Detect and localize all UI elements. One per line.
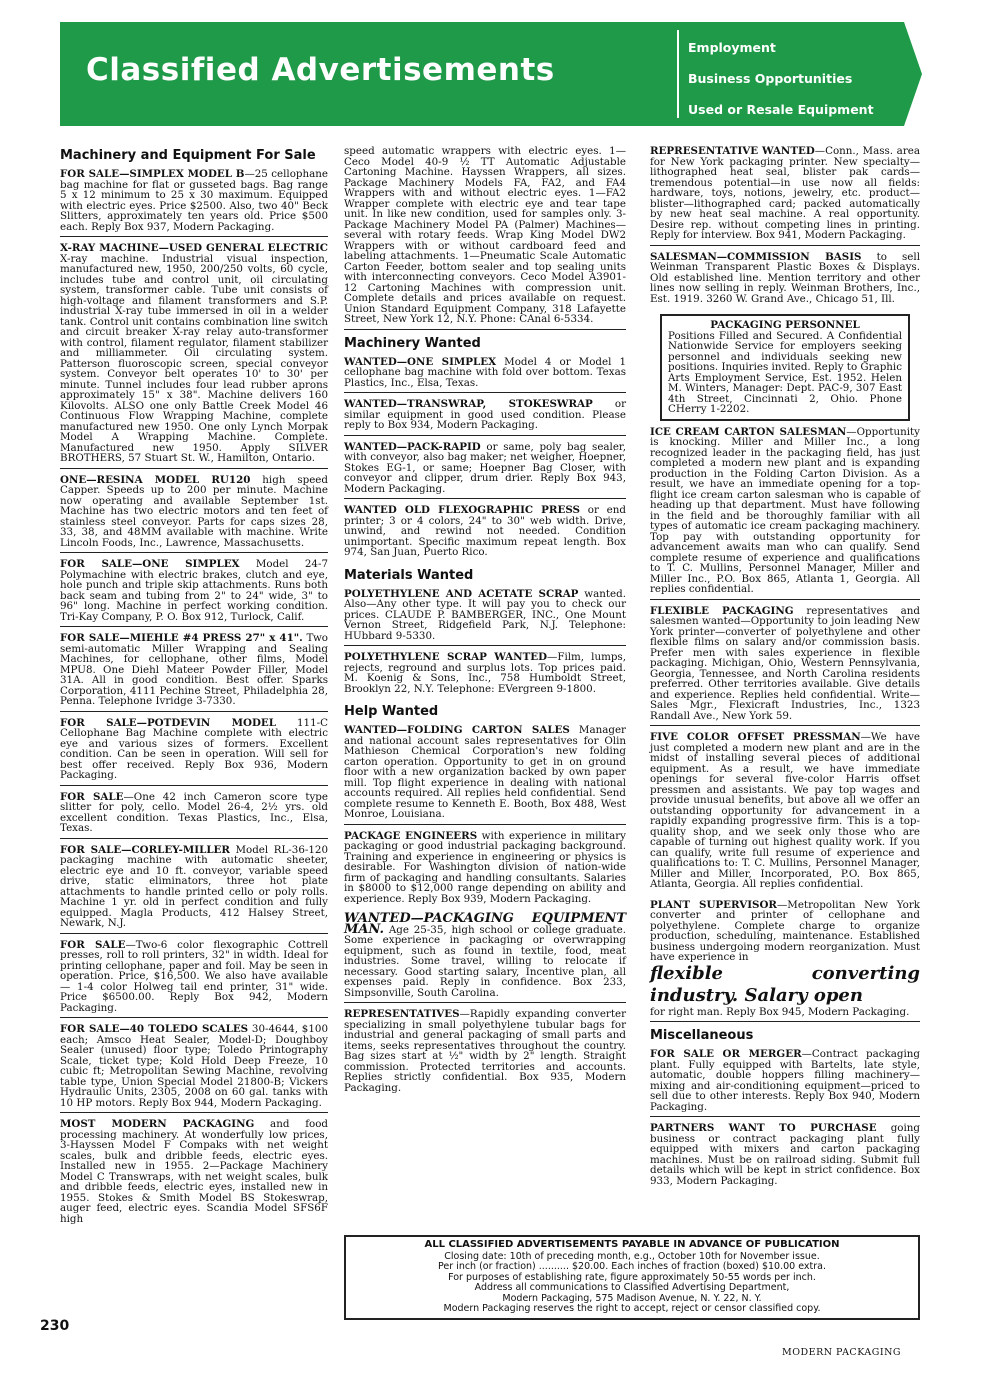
- ad-body: Model 24-7 Polymachine with electric brakes, clutch and eye, hole punch and triple skip attachments. Runs both back seam and tubing from 2" to 24" wide, 3" to 96" long. Machine in perfect working condition. Tri-Kay Company, P. O. Box 912, Turlock, Calif.: [60, 558, 328, 623]
- ad-body: wanted. Also—Any other type. It will pay you to check our prices. CLAUDE P. BAMBERGER, INC., One Mount Vernon Street, Ridgefield Park, N.J. Telephone: HUbbard 9-5330.: [344, 587, 626, 642]
- ad-lead: FOR SALE: [60, 790, 124, 803]
- ad-lead: WANTED OLD FLEXOGRAPHIC PRESS: [344, 504, 580, 516]
- ad-lead: WANTED—ONE SIMPLEX: [344, 355, 497, 368]
- classified-ad: [60, 1024, 328, 1113]
- ad-body: X-ray machine. Industrial visual inspection, manufactured new, 1950, 200/250 volts, 60 cycle, includes tube and control unit, oil circulating system, transformer cable. Tube unit consists of high-voltage and filament transformers and S.P. industrial X-ray tube immersed in oil in a welder tank. Control unit contains combination line switch and circuit breaker X-ray relay auto-transformer with control, filament regulator, filament stabilizer and milliammeter. Oil circulating system. Patterson fluoroscopic screen, special conveyor system. Conveyor belt operates 10' to 30' per minute. Tunnel includes four lead rubber aprons approximately 15" x 38". Machine delivers 160 Kilovolts. ALSO one only Battle Creek Model 46 Continuous Flow Wrapping Machine, complete manufactured new 1950. One only Lynch Morpak Model A Wrapping Machine. Complete. Manufactured new 1950. Apply SILVER BROTHERS, 57 Stuart St. W., Hamilton, Ontario.: [60, 252, 328, 464]
- footer-title: ALL CLASSIFIED ADVERTISEMENTS PAYABLE IN ADVANCE OF PUBLICATION: [424, 1239, 840, 1250]
- ad-body: —Metropolitan New York converter and printer of cellophane and polyethylene. Complete charge to organize production, scheduling, maintenance. Established business undergoing modern reorganization. Must have experience in: [650, 898, 920, 963]
- ad-body: or similar equipment in good used condition. Please reply to Box 934, Modern Packaging.: [344, 398, 626, 431]
- ad-lead: FOR SALE—ONE SIMPLEX: [60, 558, 240, 570]
- classified-ad: [344, 357, 626, 394]
- column-3: [650, 146, 920, 1196]
- banner-notch-top: [904, 22, 922, 74]
- ad-lead: PARTNERS WANT TO PURCHASE: [650, 1122, 877, 1134]
- section-heading-miscellaneous: Miscellaneous: [650, 1028, 754, 1043]
- ad-lead: PACKAGE ENGINEERS: [344, 829, 478, 842]
- ad-lead: WANTED—PACK-RAPID: [344, 440, 481, 453]
- ad-lead: PLANT SUPERVISOR: [650, 898, 777, 911]
- classified-ad: [650, 1123, 920, 1190]
- classified-ad: [344, 831, 626, 909]
- ad-list: [344, 589, 626, 699]
- ad-body: —One 42 inch Cameron score type slitter for poly, cello. Model 26-4, 2½ yrs. old excellent condition. Texas Plastics, Inc., Elsa, Texas.: [60, 790, 328, 834]
- ad-lead: WANTED—TRANSWRAP, STOKESWRAP: [344, 398, 593, 410]
- banner-divider: [677, 30, 679, 118]
- ad-lead: WANTED—FOLDING CARTON SALES: [344, 724, 570, 736]
- category-business: Business Opportunities: [688, 71, 853, 86]
- ad-body: —Opportunity is knocking. Miller and Miller Inc., a long recognized leader in the packaging field, has just completed a modern new plant and is expanding production in the Folding Carton Division. As a result, we have an immediate opening for a top-flight ice cream carton salesman who is capable of heading up that department. Must have following in the field and be thoroughly familiar with all types of automatic ice cream packaging machinery. Top pay with outstanding opportunity for advancement awaits man who can qualify. Send complete resume of experience and qualifications to T. C. Mullins, Personnel Manager, Miller and Miller Inc., P.O. Box 865, Atlanta 1, Georgia. All replies confidential.: [650, 425, 920, 595]
- section-heading-materials-wanted: Materials Wanted: [344, 567, 474, 583]
- footer-line: Per inch (or fraction) .......... $20.00. Each inches of fraction (boxed) $10.00 extra.: [438, 1261, 826, 1272]
- section-heading-machinery-wanted: Machinery Wanted: [344, 335, 481, 351]
- banner-title: Classified Advertisements: [86, 52, 555, 88]
- footer-line: For purposes of establishing rate, figure approximately 50-55 words per inch.: [448, 1271, 816, 1283]
- ad-lead: MOST MODERN PACKAGING: [60, 1118, 255, 1130]
- ad-body: —Rapidly expanding converter specializing in small polyethylene tubular bags for industrial and general packaging of small parts and items, seeks representatives throughout the country. Bag sizes start at ½" width by 2" length. Straight commission. Protected territories and accounts. Replies strictly confidential. Box 935, Modern Packaging.: [344, 1008, 626, 1094]
- ad-lead: ONE—RESINA MODEL RU120: [60, 473, 251, 486]
- banner-categories: [688, 32, 874, 125]
- footer-line: Modern Packaging reserves the right to accept, reject or censor classified copy.: [443, 1303, 821, 1314]
- classified-ad: [344, 652, 626, 698]
- ad-lead: REPRESENTATIVES: [344, 1008, 460, 1020]
- ad-lead: FOR SALE—SIMPLEX MODEL B: [60, 168, 245, 180]
- ad-body: —Conn., Mass. area for New York packaging printer. New specialty—lithographed heat seal, blister pak cards—tremendous potential—in use now all fields: hardware, toys, notions, jewelry, etc. product—blister—lithographed card; packed automatically by new heat seal machine. A real opportunity. Desire rep. without competing lines in printing. Reply for interview. Box 941, Modern Packaging.: [650, 145, 920, 241]
- ad-plant-supervisor: [650, 900, 920, 1023]
- ad-lead: SALESMAN—COMMISSION BASIS: [650, 250, 862, 263]
- classified-ad: [650, 427, 920, 600]
- ad-lead: FOR SALE—40 TOLEDO SCALES: [60, 1023, 249, 1035]
- ad-body: Manager and national account sales representatives for Olin Mathieson Chemical Corporation's new folding carton operation. Opportunity to get in on ground floor with a new organization backed by own paper mill. Top flight experience in dealing with national accounts required. All replies held confidential. Send complete resume to Kenneth E. Booth, Box 488, West Monroe, Louisiana.: [344, 724, 626, 820]
- banner-notch-bottom: [904, 74, 922, 126]
- classified-banner: [60, 22, 922, 126]
- ad-body: high speed Capper. Speeds up to 200 per minute. Machine now operating and available September 1st. Machine has two electric motors and ten feet of stainless steel conveyor. Parts for caps sizes 28, 33, 38, and 48MM available with machine. Write Lincoln Foods, Inc., Lawrence, Massachusetts.: [60, 473, 328, 549]
- ad-body: 111-C Cellophane Bag Machine complete with electric eye and various sizes of formers. Excellent condition. Can be seen in operation. Will sell for best offer received. Reply Box 936, Modern Packaging.: [60, 716, 328, 781]
- packaging-personnel-box: [660, 314, 910, 421]
- classified-ad: [650, 252, 920, 309]
- ad-body: —Two-6 color flexographic Cottrell presses, roll to roll printers, 32" in width. Ideal for printing cellophane, paper and foil. May be seen in operation. Price, $16,500. We also have available — 1-4 color Holweg tail end printer, 31" wide. Price $6500.00. Reply Box 942, Modern Packaging.: [60, 938, 329, 1014]
- column-2: [344, 146, 626, 1103]
- ad-body: 30-4644, $100 each; Amsco Heat Sealer, Model-D; Doughboy Sealer (unused) floor type; Toledo Printography Scale, ticket type; Kold Hold Deep Freeze, 10 cubic ft; Metropolitan Sewing Machine, revolving table type, Union Special Model 21800-B; Vickers Hydraulic Units, 2305, 2008 on 60 gal. tanks with 10 HP motors. Reply Box 944, Modern Packaging.: [60, 1023, 328, 1109]
- section-heading-machinery-for-sale: Machinery and Equipment For Sale: [60, 148, 316, 163]
- classified-ad: [650, 1049, 920, 1117]
- ad-body: to sell Weinman Transparent Plastic Boxes & Displays. Old established line. Mention territory and other lines now selling in reply. Weinman Brothers, Inc., Est. 1919. 3260 W. Grand Ave., Chicago 51, Ill.: [650, 250, 920, 305]
- ad-lead: FOR SALE—MIEHLE #4 PRESS 27" x 41".: [60, 632, 303, 644]
- ad-lead: POLYETHYLENE AND ACETATE SCRAP: [344, 587, 579, 600]
- page-number: 230: [40, 1318, 70, 1334]
- ad-equipment-man: [344, 911, 626, 1003]
- classified-ad: [60, 1119, 328, 1228]
- ad-body: Model 4 or Model 1 cellophane bag machine with fold over bottom. Texas Plastics, Inc., Elsa, Texas.: [344, 355, 626, 389]
- ad-body: going business or contract packaging plant fully equipped with mixers and carton packaging machines. Must be on railroad siding. Submit full details which will be kept in strict confidence. Box 933, Modern Packaging.: [650, 1122, 920, 1187]
- ad-body: and food processing machinery. At wonderfully low prices, 3-Hayssen Model F Compaks with net weight scales, bulk and dribble feeds, electric eyes. Installed new in 1955. 2—Package Machinery Model C Transwraps, with net weight scales, bulk and dribble feeds, electric eyes, installed new in 1955. Stokes & Smith Model BS Stokeswrap, auger feed, electric eyes. Scandia Model SFS6F high: [60, 1118, 328, 1225]
- ad-body: —Contract packaging plant. Fully equipped with Bartelts, late style, automatic, double hoppers filling machinery—mixing and air-conditioning equipment—priced to sell due to other interests. Reply Box 940, Modern Packaging.: [650, 1048, 920, 1113]
- ad-lead: ICE CREAM CARTON SALESMAN: [650, 425, 847, 438]
- classified-ad: [344, 505, 626, 562]
- ad-list: [344, 725, 626, 908]
- classified-ad: [60, 559, 328, 627]
- ad-lead: X-RAY MACHINE—USED GENERAL ELECTRIC: [60, 242, 328, 254]
- ad-lead: FOR SALE—POTDEVIN MODEL: [60, 716, 276, 729]
- ad-list: [650, 427, 920, 894]
- category-employment: Employment: [688, 40, 776, 55]
- classified-ad: [60, 633, 328, 712]
- ad-body: with experience in military packaging or good industrial packaging background. Training and experience in engineering or physics is desirable. For Washington division of nation-wide firm of packaging and handling consultants. Salaries in $8000 to $12,000 range depending on ability and experience. Reply Box 939, Modern Packaging.: [344, 829, 626, 905]
- rates-footer-box: [344, 1235, 920, 1320]
- magazine-name: MODERN PACKAGING: [782, 1347, 902, 1358]
- ad-body: or same, poly bag sealer, with conveyor, also bag maker; net weigher, Hoepner, Stokes EG-1, or same; Hoepner Bag Closer, with conveyor and clipper, drum drier. Reply Box 943, Modern Packaging.: [344, 440, 626, 495]
- ad-body: representatives and salesmen wanted—Opportunity to join leading New York printer—converter of polyethylene and other flexible films on salary and/or commission basis. Prefer men with sales experience in flexible packaging. Michigan, Ohio, Western Pennsylvania, Georgia, Tennessee, and North Carolina residents preferred. Other territories available. Give details and experience. Replies held confidential. Write—Sales Mgr., Flexicraft Industries, Inc., 1323 Randall Ave., New York 59.: [650, 604, 920, 722]
- ad-body: Model RL-36-120 packaging machine with automatic sheeter, electric eye and 10 ft. conveyor, variable speed drive, static eliminators, three hot plate attachments to handle printed cello or poly rolls. Machine 1 yr. old in perfect condition and fully equipped. Magla Products, 412 Halsey Street, Newark, N.J.: [60, 843, 328, 929]
- ad-body: Age 25-35, high school or college graduate. Some experience in packaging or overwrapping equipment, such as found in textile, food, meat industries. Some travel, willing to relocate if necessary. Good starting salary, Incentive plan, all expenses paid. Reply in confidence. Box 233, Simpsonville, South Carolina.: [344, 923, 626, 999]
- ad-continuation: speed automatic wrappers with electric eyes. 1—Ceco Model 40-9 ½ TT Automatic Adjustable Cartoning Machine. Hayssen Wrappers, all sizes. Package Machinery Models FA, FA2, and FA4 Wrappers with and without electric eyes. 1—FA2 Wrapper complete with electric eye and tear tape unit. In like new condition, used for samples only. 3-Package Machinery Model PA (Palmer) Machines—several with rotary feeds. Wrap King Model DW2 Wrappers with or without cardboard feed and labeling attachments. 1—Pneumatic Scale Automatic Carton Feeder, bottom sealer and top sealing units with interconnecting conveyors. Ceco Model A3901-12 Cartoning Machines with compression unit. Complete details and prices available on request. Union Standard Equipment Company, 318 Lafayette Street, New York 12, N.Y. Phone: CAnal 6-5334.: [344, 146, 626, 330]
- classified-ad: [650, 606, 920, 727]
- classified-ad: [650, 146, 920, 246]
- ad-body: or end printer; 3 or 4 colors, 24" to 30" web width. Drive, unwind, and rewind not needed. Condition unimportant. Specific maximum repeat length. Box 974, San Juan, Puerto Rico.: [344, 504, 626, 558]
- column-1: [60, 146, 328, 1234]
- section-heading-help-wanted: Help Wanted: [344, 704, 439, 719]
- ad-list: [650, 1049, 920, 1190]
- classified-ad: [60, 169, 328, 237]
- ad-body: Two semi-automatic Miller Wrapping and Sealing Machines, for cellophane, other films, Model MPU8. One Diehl Mateer Powder Filler, Model 31A. All in good condition. Best offer. Sparks Corporation, 4111 Pechine Street, Philadelphia 28, Penna. Telephone Ivridge 3-7330.: [60, 632, 329, 707]
- classified-ad: [344, 589, 626, 647]
- ad-lead: FIVE COLOR OFFSET PRESSMAN: [650, 731, 861, 743]
- footer-line: Closing date: 10th of preceding month, e.g., October 10th for November issue.: [444, 1250, 820, 1262]
- ad-list: [60, 169, 328, 1228]
- footer-line: Modern Packaging, 575 Madison Avenue, N. Y. 22, N. Y.: [502, 1292, 762, 1304]
- category-used-equipment: Used or Resale Equipment: [688, 102, 874, 117]
- classified-ad: [60, 475, 328, 554]
- classified-ad: [650, 732, 920, 894]
- classified-ad: [60, 243, 328, 469]
- footer-line: Address all communications to Classified Advertising Department,: [474, 1282, 790, 1293]
- classified-ad: [60, 792, 328, 839]
- box-title: PACKAGING PERSONNEL: [710, 319, 860, 331]
- classified-ad: [344, 725, 626, 825]
- ad-representatives: [344, 1009, 626, 1097]
- classified-ad: [60, 845, 328, 934]
- classified-ad: [60, 940, 328, 1019]
- ad-list: [344, 357, 626, 562]
- ad-lead: WANTED—PACKAGING EQUIPMENT MAN.: [344, 911, 626, 937]
- classified-ad: [344, 399, 626, 436]
- ad-body-end: for right man. Reply Box 945, Modern Packaging.: [650, 1005, 910, 1018]
- ad-lead: FLEXIBLE PACKAGING: [650, 604, 794, 617]
- ad-lead: FOR SALE—CORLEY-MILLER: [60, 843, 230, 856]
- ad-lead: FOR SALE OR MERGER: [650, 1048, 802, 1060]
- ad-display-text: flexible converting industry. Salary open: [650, 962, 920, 1006]
- ad-body: —25 cellophane bag machine for flat or gusseted bags. Bag range 5 x 12 minimum to 25 x 30 maximum. Equipped with electric eyes. Price $2500. Also, two 40" Beck Slitters, approximately ten years old. Price $500 each. Reply Box 937, Modern Packaging.: [60, 168, 328, 233]
- classified-ad: [344, 442, 626, 500]
- ad-list: [650, 146, 920, 308]
- ad-body: —Film, lumps, rejects, reground and surplus lots. Top prices paid. M. Koenig & Sons, Inc., 758 Humboldt Street, Brooklyn 22, N.Y. Telephone: EVergreen 9-1800.: [344, 651, 626, 695]
- box-body: Positions Filled and Secured. A Confidential Nationwide Service for employers seeking personnel and individuals seeking new positions. Inquiries invited. Reply to Graphic Arts Employment Service, Est. 1952. Helen M. Winters, Manager: Dept. PAC-9, 307 East 4th Street, Cincinnati 2, Ohio. Phone CHerry 1-2202.: [668, 329, 902, 415]
- ad-lead: POLYETHYLENE SCRAP WANTED: [344, 651, 548, 663]
- ad-body: —We have just completed a modern new plant and are in the midst of installing several pieces of additional equipment. As a result, we have immediate openings for several five-color Harris offset pressmen and assistants. We pay top wages and provide unusual benefits, but above all we offer an outstanding opportunity for advancement in a rapidly expanding progressive firm. This is a top-quality shop, and we seek only those who are capable of turning out highest quality work. If you can qualify, write full resume of experience and qualifications to: T. C. Mullins, Personnel Manager, Miller and Miller, Incorporated, P.O. Box 865, Atlanta, Georgia. All replies confidential.: [650, 731, 920, 890]
- ad-lead: FOR SALE: [60, 938, 126, 951]
- ad-lead: REPRESENTATIVE WANTED: [650, 145, 815, 157]
- classified-ad: [60, 718, 328, 786]
